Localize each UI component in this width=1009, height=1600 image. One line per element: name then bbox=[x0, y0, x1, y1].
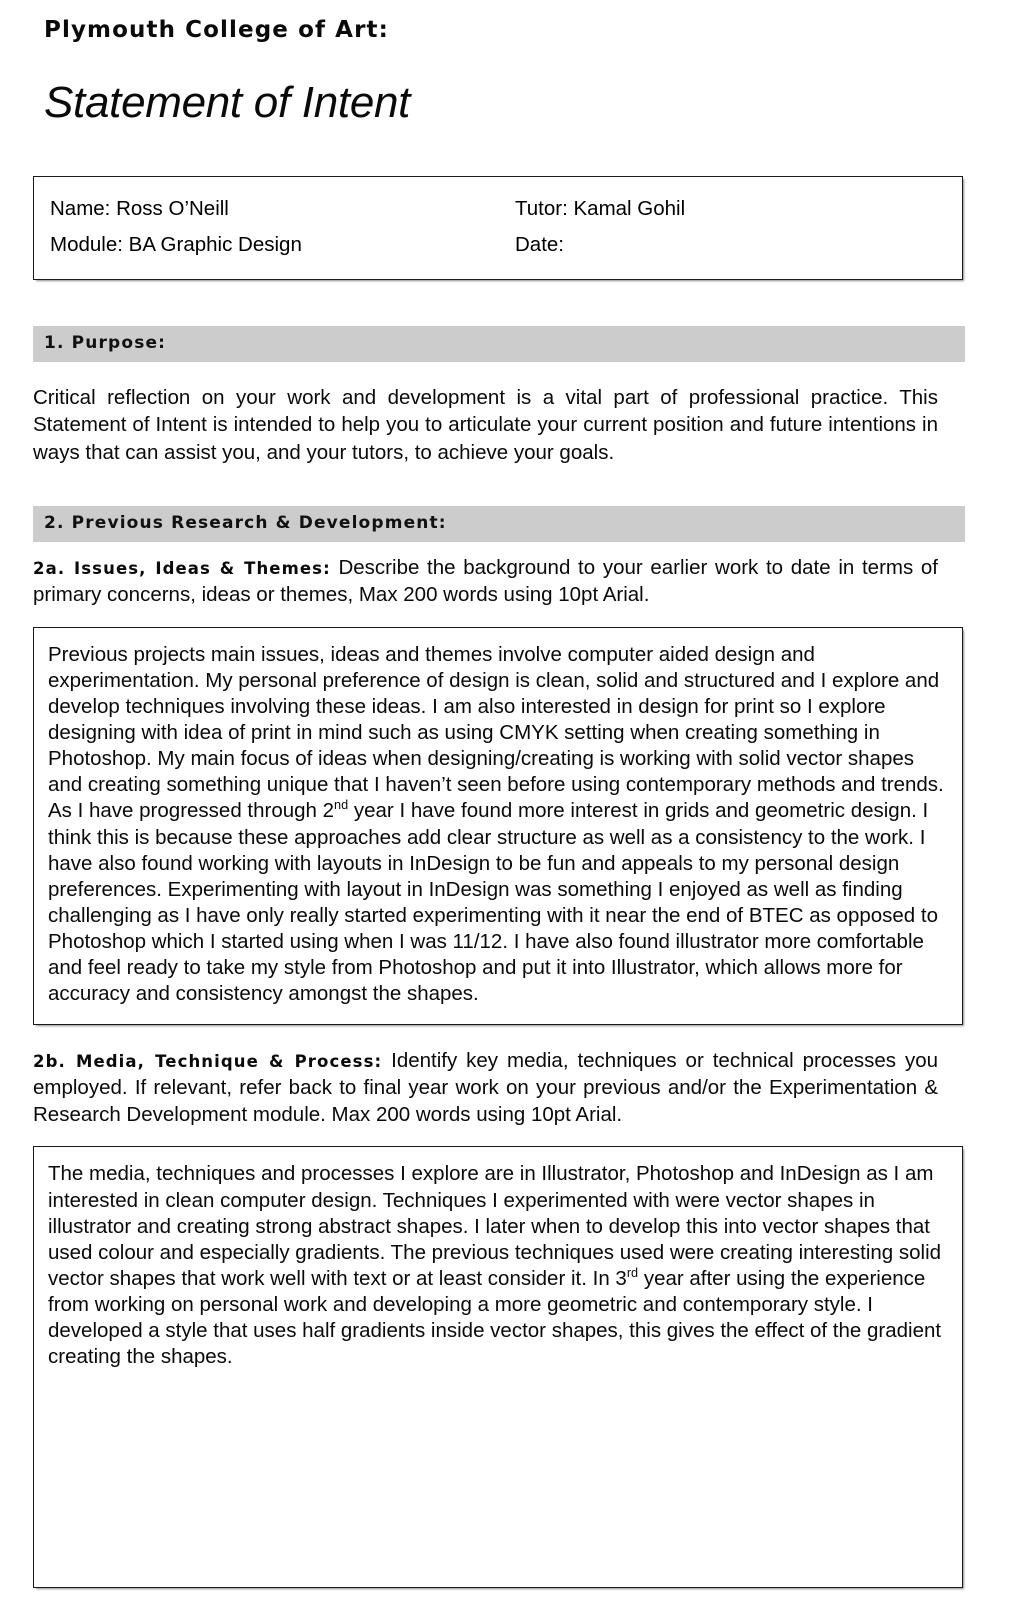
name-value: Ross O’Neill bbox=[116, 197, 229, 221]
question-2b-text: Identify key media, techniques or technical processes you employed. If relevant, refer back to final year work on your previous and/or the Experimentation & Research Development module. Max 200 words using 10pt Arial. bbox=[33, 1048, 938, 1127]
name-field[interactable] bbox=[50, 194, 515, 224]
section-band-previous-research bbox=[33, 506, 965, 542]
tutor-label: Tutor: bbox=[515, 197, 568, 221]
answer-2a-part-1: Previous projects main issues, ideas and themes involve computer aided design and experimentation. My personal preference of design is clean, solid and structured and I explore and develop techniques involving these ideas. I am also interested in design for print so I explore designing with idea of print in mind such as using CMYK setting when creating something in Photoshop. My main focus of ideas when designing/creating is working with solid vector shapes and creating something unique that I haven’t seen before using contemporary methods and trends. As I have progressed through 2 bbox=[48, 642, 949, 823]
section-band-purpose bbox=[33, 326, 965, 362]
name-label: Name: bbox=[50, 197, 111, 221]
module-label: Module: bbox=[50, 233, 123, 257]
date-label: Date: bbox=[515, 233, 564, 257]
student-details-box bbox=[33, 176, 963, 279]
section-heading-purpose: 1. Purpose: bbox=[44, 332, 167, 353]
purpose-body-text: Critical reflection on your work and development is a vital part of professional practice. This Statement of Intent is intended to help you to articulate your current position and future intentions in ways that can assist you, and your tutors, to achieve your goals. bbox=[33, 386, 938, 464]
question-2b-instruction bbox=[33, 1047, 938, 1129]
answer-2b-part-1: The media, techniques and processes I explore are in Illustrator, Photoshop and InDesign as I am interested in clean computer design. Techniques I experimented with were vector shapes in illustrator and creating strong abstract shapes. I later when to develop this into vector shapes that used colour and especially gradients. The previous techniques used were creating interesting solid vector shapes that work well with text or at least consider it. In 3 bbox=[48, 1162, 947, 1290]
tutor-value: Kamal Gohil bbox=[573, 197, 686, 221]
question-2a-text: Describe the background to your earlier work to date in terms of primary concerns, ideas or themes, Max 200 words using 10pt Arial. bbox=[33, 556, 938, 607]
module-value: BA Graphic Design bbox=[128, 233, 302, 257]
meta-row bbox=[50, 191, 946, 227]
answer-box-2a[interactable] bbox=[33, 627, 963, 1025]
section-heading-previous-research: 2. Previous Research & Development: bbox=[44, 512, 447, 533]
question-2a-label: 2a. Issues, Ideas & Themes: bbox=[33, 559, 331, 579]
answer-box-2b[interactable] bbox=[33, 1146, 963, 1588]
organisation-title: Plymouth College of Art: bbox=[44, 17, 389, 43]
question-2b-label: 2b. Media, Technique & Process: bbox=[33, 1051, 383, 1071]
tutor-field[interactable] bbox=[515, 194, 946, 224]
answer-2a-part-2: year I have found more interest in grids and geometric design. I think this is because these approaches add clear structure as well as a consistency to the work. I have also found working with layouts in InDesign to be fun and appeals to my personal design preferences. Experimenting with layout in InDesign was something I enjoyed as well as finding challenging as I have only really started experimenting with it near the end of BTEC as opposed to Photoshop which I started using when I was 11/12. I have also found illustrator more comfortable and feel ready to take my style from Photoshop and put it into Illustrator, which allows more for accuracy and consistency amongst the shapes. bbox=[48, 799, 944, 1006]
question-2a-instruction bbox=[33, 554, 938, 609]
answer-text-2a bbox=[48, 642, 948, 1008]
meta-row bbox=[50, 227, 946, 263]
answer-2a-superscript: nd bbox=[334, 797, 349, 813]
module-field[interactable] bbox=[50, 230, 515, 260]
masthead bbox=[33, 0, 976, 126]
answer-2b-superscript: rd bbox=[626, 1265, 639, 1281]
answer-2b-part-2: year after using the experience from working on personal work and developing a more geometric and contemporary style. I developed a style that uses half gradients inside vector shapes, this gives the effect of the gradient creating the shapes. bbox=[48, 1266, 947, 1369]
date-field[interactable] bbox=[515, 230, 946, 260]
answer-text-2b bbox=[48, 1161, 948, 1370]
page-title: Statement of Intent bbox=[44, 78, 411, 128]
